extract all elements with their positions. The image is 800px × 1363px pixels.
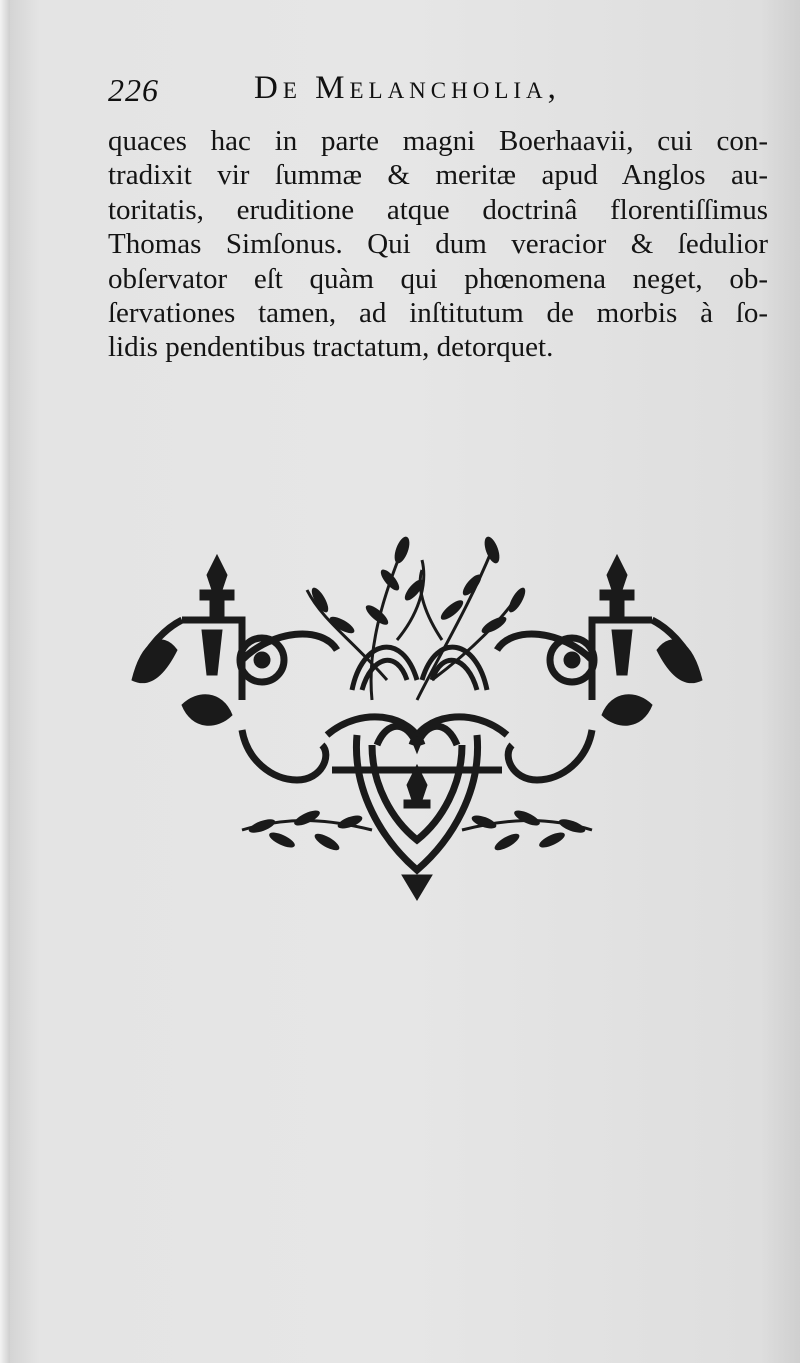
text-line: tradixit vir ſummæ & meritæ apud Anglos au- bbox=[108, 159, 768, 192]
page-header bbox=[108, 66, 648, 116]
text-line: quaces hac in parte magni Boerhaavii, cui con- bbox=[108, 125, 768, 157]
fleuron-tailpiece-icon bbox=[122, 530, 712, 910]
text-line: toritatis, eruditione atque doctrinâ florentiſſimus bbox=[108, 193, 768, 226]
text-line: Thomas Simſonus. Qui dum veracior & ſedulior bbox=[108, 228, 768, 261]
text-line: ſervationes tamen, ad inſtitutum de morbis à ſo- bbox=[108, 297, 768, 330]
text-line: lidis pendentibus tractatum, detorquet. bbox=[108, 331, 554, 364]
page-number: 226 bbox=[108, 72, 159, 108]
running-head: De Melancholia, bbox=[254, 70, 561, 106]
page-edge bbox=[0, 0, 10, 1363]
text-line: obſervator eſt quàm qui phœnomena neget, ob- bbox=[108, 262, 768, 295]
body-text bbox=[108, 124, 768, 365]
